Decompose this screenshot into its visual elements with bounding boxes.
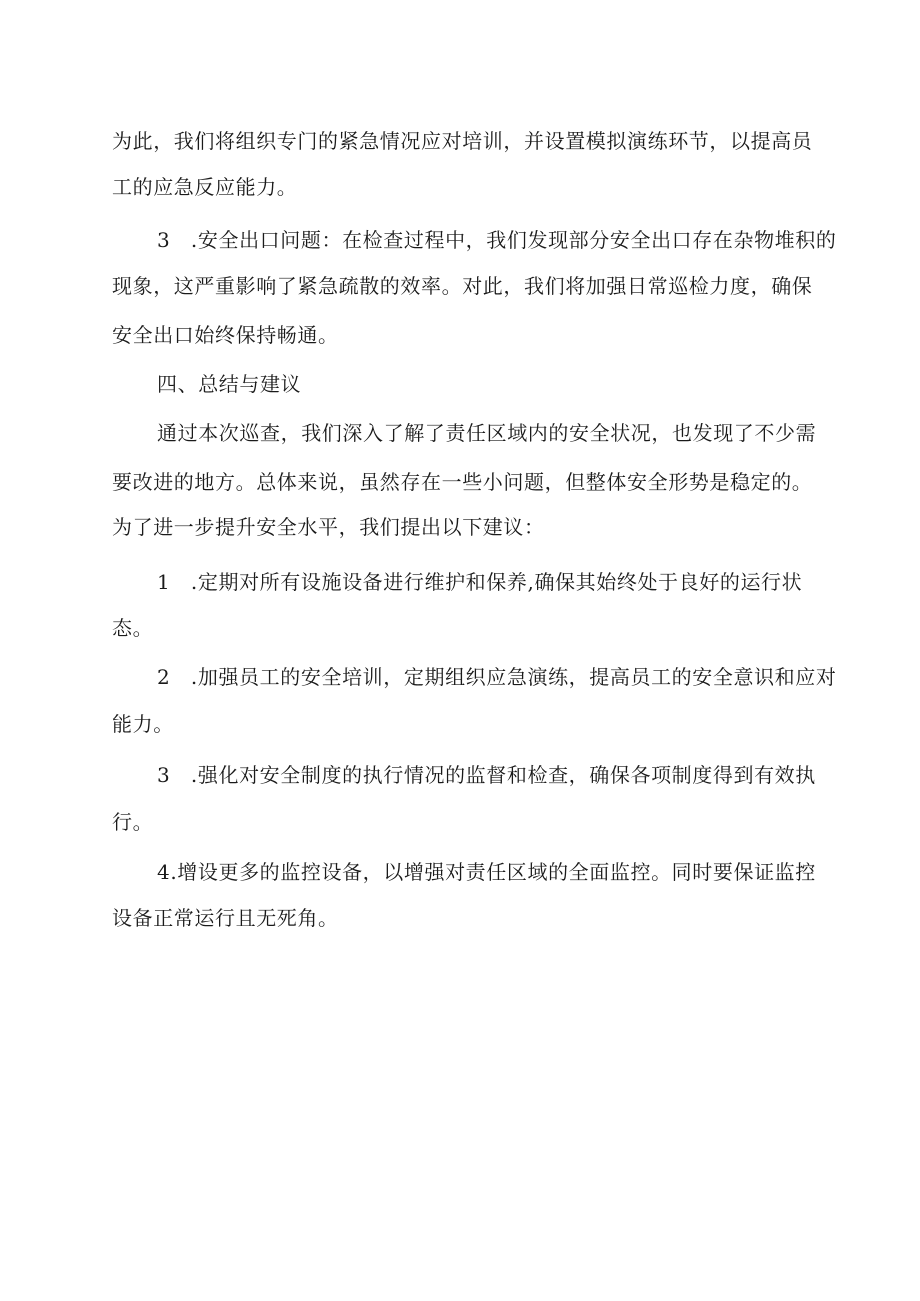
- section-heading: 四、总结与建议: [157, 372, 302, 396]
- list-item-safety-exit: 3 .安全出口问题：在检查过程中，我们发现部分安全出口存在杂物堆积的: [157, 228, 837, 252]
- list-item-suggestion-2: 2 .加强员工的安全培训，定期组织应急演练，提高员工的安全意识和应对: [157, 665, 837, 689]
- paragraph-line: 为了进一步提升安全水平，我们提出以下建议：: [112, 515, 545, 539]
- paragraph-line: 安全出口始终保持畅通。: [112, 323, 339, 347]
- list-item-suggestion-3: 3 .强化对安全制度的执行情况的监督和检查，确保各项制度得到有效执: [157, 763, 816, 787]
- paragraph-line: 为此，我们将组织专门的紧急情况应对培训，并设置模拟演练环节，以提高员: [112, 129, 813, 153]
- paragraph-line: 能力。: [112, 712, 174, 736]
- paragraph-line: 要改进的地方。总体来说，虽然存在一些小问题，但整体安全形势是稳定的。: [112, 470, 813, 494]
- list-item-suggestion-1: 1 .定期对所有设施设备进行维护和保养,确保其始终处于良好的运行状: [157, 570, 803, 594]
- paragraph-line: 行。: [112, 810, 154, 834]
- paragraph-line: 通过本次巡查，我们深入了解了责任区域内的安全状况，也发现了不少需: [157, 421, 817, 445]
- paragraph-line: 态。: [112, 616, 154, 640]
- paragraph-line: 现象，这严重影响了紧急疏散的效率。对此，我们将加强日常巡检力度，确保: [112, 274, 813, 298]
- list-item-suggestion-4: 4.增设更多的监控设备，以增强对责任区域的全面监控。同时要保证监控: [157, 860, 816, 884]
- paragraph-line: 工的应急反应能力。: [112, 175, 298, 199]
- paragraph-line: 设备正常运行且无死角。: [112, 906, 339, 930]
